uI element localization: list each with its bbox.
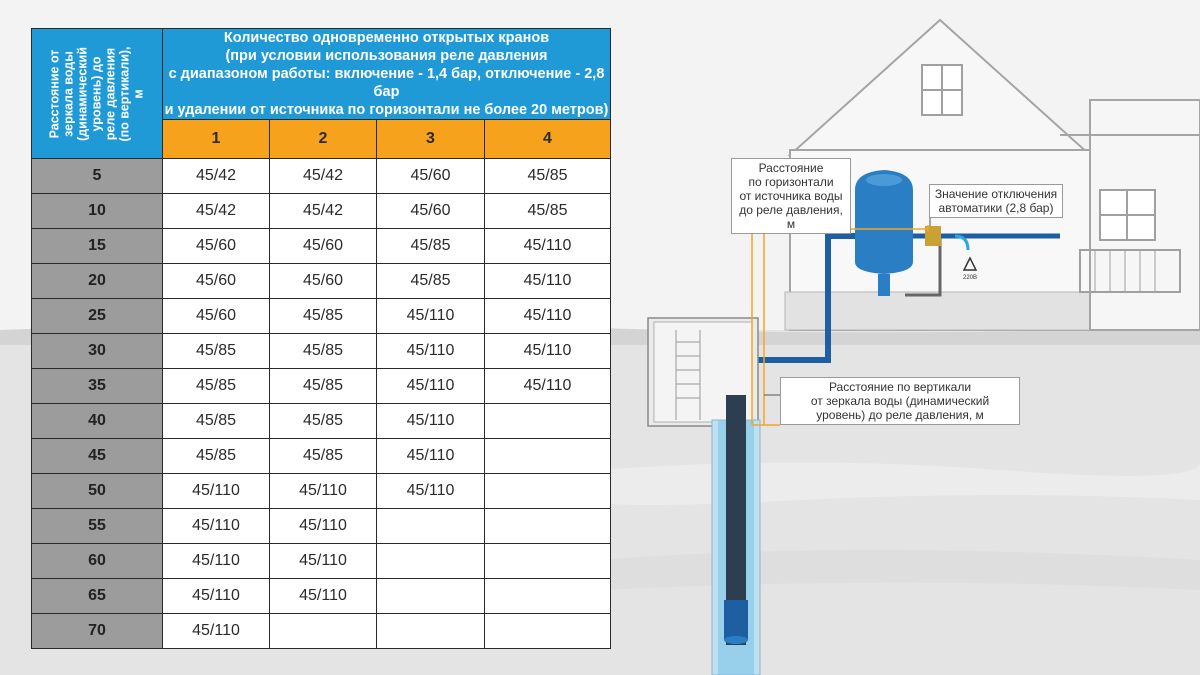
column-header: 2 — [270, 120, 377, 159]
depth-cell: 65 — [32, 579, 163, 614]
title-line: (при условии использования реле давления — [225, 48, 548, 64]
value-cell: 45/110 — [163, 509, 270, 544]
value-cell — [270, 614, 377, 649]
cutoff-value-label — [929, 184, 1063, 218]
table-row — [32, 369, 611, 404]
value-cell: 45/85 — [270, 299, 377, 334]
voltage-label: 220В — [962, 275, 978, 281]
value-cell — [377, 614, 485, 649]
value-cell: 45/85 — [270, 404, 377, 439]
column-header: 3 — [377, 120, 485, 159]
row-header — [32, 29, 163, 159]
value-cell: 45/110 — [377, 334, 485, 369]
value-cell — [377, 579, 485, 614]
value-cell: 45/110 — [485, 334, 611, 369]
table-row — [32, 229, 611, 264]
value-cell: 45/42 — [163, 159, 270, 194]
value-cell — [485, 544, 611, 579]
value-cell: 45/110 — [485, 369, 611, 404]
value-cell: 45/110 — [377, 404, 485, 439]
depth-cell: 40 — [32, 404, 163, 439]
table-row — [32, 544, 611, 579]
label-line: от источника воды — [739, 189, 843, 203]
value-cell: 45/85 — [270, 369, 377, 404]
title-line: с диапазоном работы: включение - 1,4 бар, отключение - 2,8 бар — [168, 66, 605, 100]
value-cell: 45/110 — [377, 299, 485, 334]
value-cell — [485, 509, 611, 544]
title-line: и удалении от источника по горизонтали не более 20 метров) — [164, 102, 609, 118]
value-cell: 45/60 — [270, 264, 377, 299]
value-cell: 45/85 — [163, 334, 270, 369]
row-header-text: Расстояние от зеркала воды (динамический уровень) до реле давления (по вертикали), м — [47, 45, 146, 142]
table-row — [32, 159, 611, 194]
value-cell: 45/110 — [270, 544, 377, 579]
label-line: Расстояние — [758, 161, 824, 175]
table-row — [32, 299, 611, 334]
value-cell: 45/110 — [163, 474, 270, 509]
value-cell: 45/60 — [377, 194, 485, 229]
title-line: Количество одновременно открытых кранов — [223, 30, 550, 46]
value-cell — [485, 579, 611, 614]
value-cell: 45/85 — [163, 439, 270, 474]
value-cell: 45/85 — [270, 439, 377, 474]
value-cell: 45/42 — [163, 194, 270, 229]
depth-cell: 20 — [32, 264, 163, 299]
label-line: уровень) до реле давления, м — [816, 408, 984, 422]
value-cell: 45/60 — [163, 264, 270, 299]
depth-cell: 10 — [32, 194, 163, 229]
table-row — [32, 614, 611, 649]
value-cell: 45/85 — [163, 369, 270, 404]
table-row — [32, 194, 611, 229]
table-body — [32, 159, 611, 649]
taps-table — [31, 28, 611, 649]
value-cell: 45/110 — [163, 579, 270, 614]
value-cell: 45/60 — [163, 229, 270, 264]
depth-cell: 25 — [32, 299, 163, 334]
value-cell: 45/110 — [163, 544, 270, 579]
value-cell: 45/42 — [270, 159, 377, 194]
label-line: Значение отключения — [934, 187, 1058, 201]
value-cell — [485, 474, 611, 509]
value-cell: 45/85 — [377, 229, 485, 264]
value-cell: 45/85 — [270, 334, 377, 369]
value-cell: 45/60 — [270, 229, 377, 264]
value-cell — [377, 544, 485, 579]
table-row — [32, 439, 611, 474]
horizontal-distance-label — [731, 158, 851, 234]
value-cell: 45/85 — [377, 264, 485, 299]
value-cell — [485, 439, 611, 474]
depth-cell: 30 — [32, 334, 163, 369]
table-title — [163, 29, 611, 120]
value-cell: 45/85 — [485, 159, 611, 194]
depth-cell: 5 — [32, 159, 163, 194]
label-line: по горизонтали — [748, 175, 834, 189]
value-cell: 45/110 — [270, 579, 377, 614]
column-header: 1 — [163, 120, 270, 159]
depth-cell: 60 — [32, 544, 163, 579]
label-line: от зеркала воды (динамический — [810, 394, 990, 408]
value-cell: 45/60 — [377, 159, 485, 194]
value-cell: 45/110 — [270, 509, 377, 544]
column-header: 4 — [485, 120, 611, 159]
depth-cell: 70 — [32, 614, 163, 649]
value-cell: 45/60 — [163, 299, 270, 334]
value-cell: 45/110 — [163, 614, 270, 649]
depth-cell: 55 — [32, 509, 163, 544]
value-cell: 45/110 — [377, 369, 485, 404]
value-cell: 45/110 — [270, 474, 377, 509]
label-line: Расстояние по вертикали — [828, 380, 972, 394]
table-row — [32, 579, 611, 614]
table-row — [32, 404, 611, 439]
value-cell: 45/110 — [485, 299, 611, 334]
value-cell: 45/110 — [377, 439, 485, 474]
value-cell — [485, 614, 611, 649]
depth-cell: 15 — [32, 229, 163, 264]
well-casing — [712, 395, 760, 675]
depth-cell: 50 — [32, 474, 163, 509]
value-cell: 45/110 — [485, 264, 611, 299]
value-cell: 45/85 — [485, 194, 611, 229]
value-cell — [377, 509, 485, 544]
value-cell: 45/85 — [163, 404, 270, 439]
table-row — [32, 334, 611, 369]
table-row — [32, 509, 611, 544]
label-line: автоматики (2,8 бар) — [938, 201, 1054, 215]
value-cell: 45/110 — [377, 474, 485, 509]
value-cell: 45/42 — [270, 194, 377, 229]
depth-cell: 45 — [32, 439, 163, 474]
value-cell — [485, 404, 611, 439]
label-line: до реле давления, м — [739, 203, 843, 231]
depth-cell: 35 — [32, 369, 163, 404]
vertical-distance-label — [780, 377, 1020, 425]
table-row — [32, 474, 611, 509]
value-cell: 45/110 — [485, 229, 611, 264]
table-row — [32, 264, 611, 299]
